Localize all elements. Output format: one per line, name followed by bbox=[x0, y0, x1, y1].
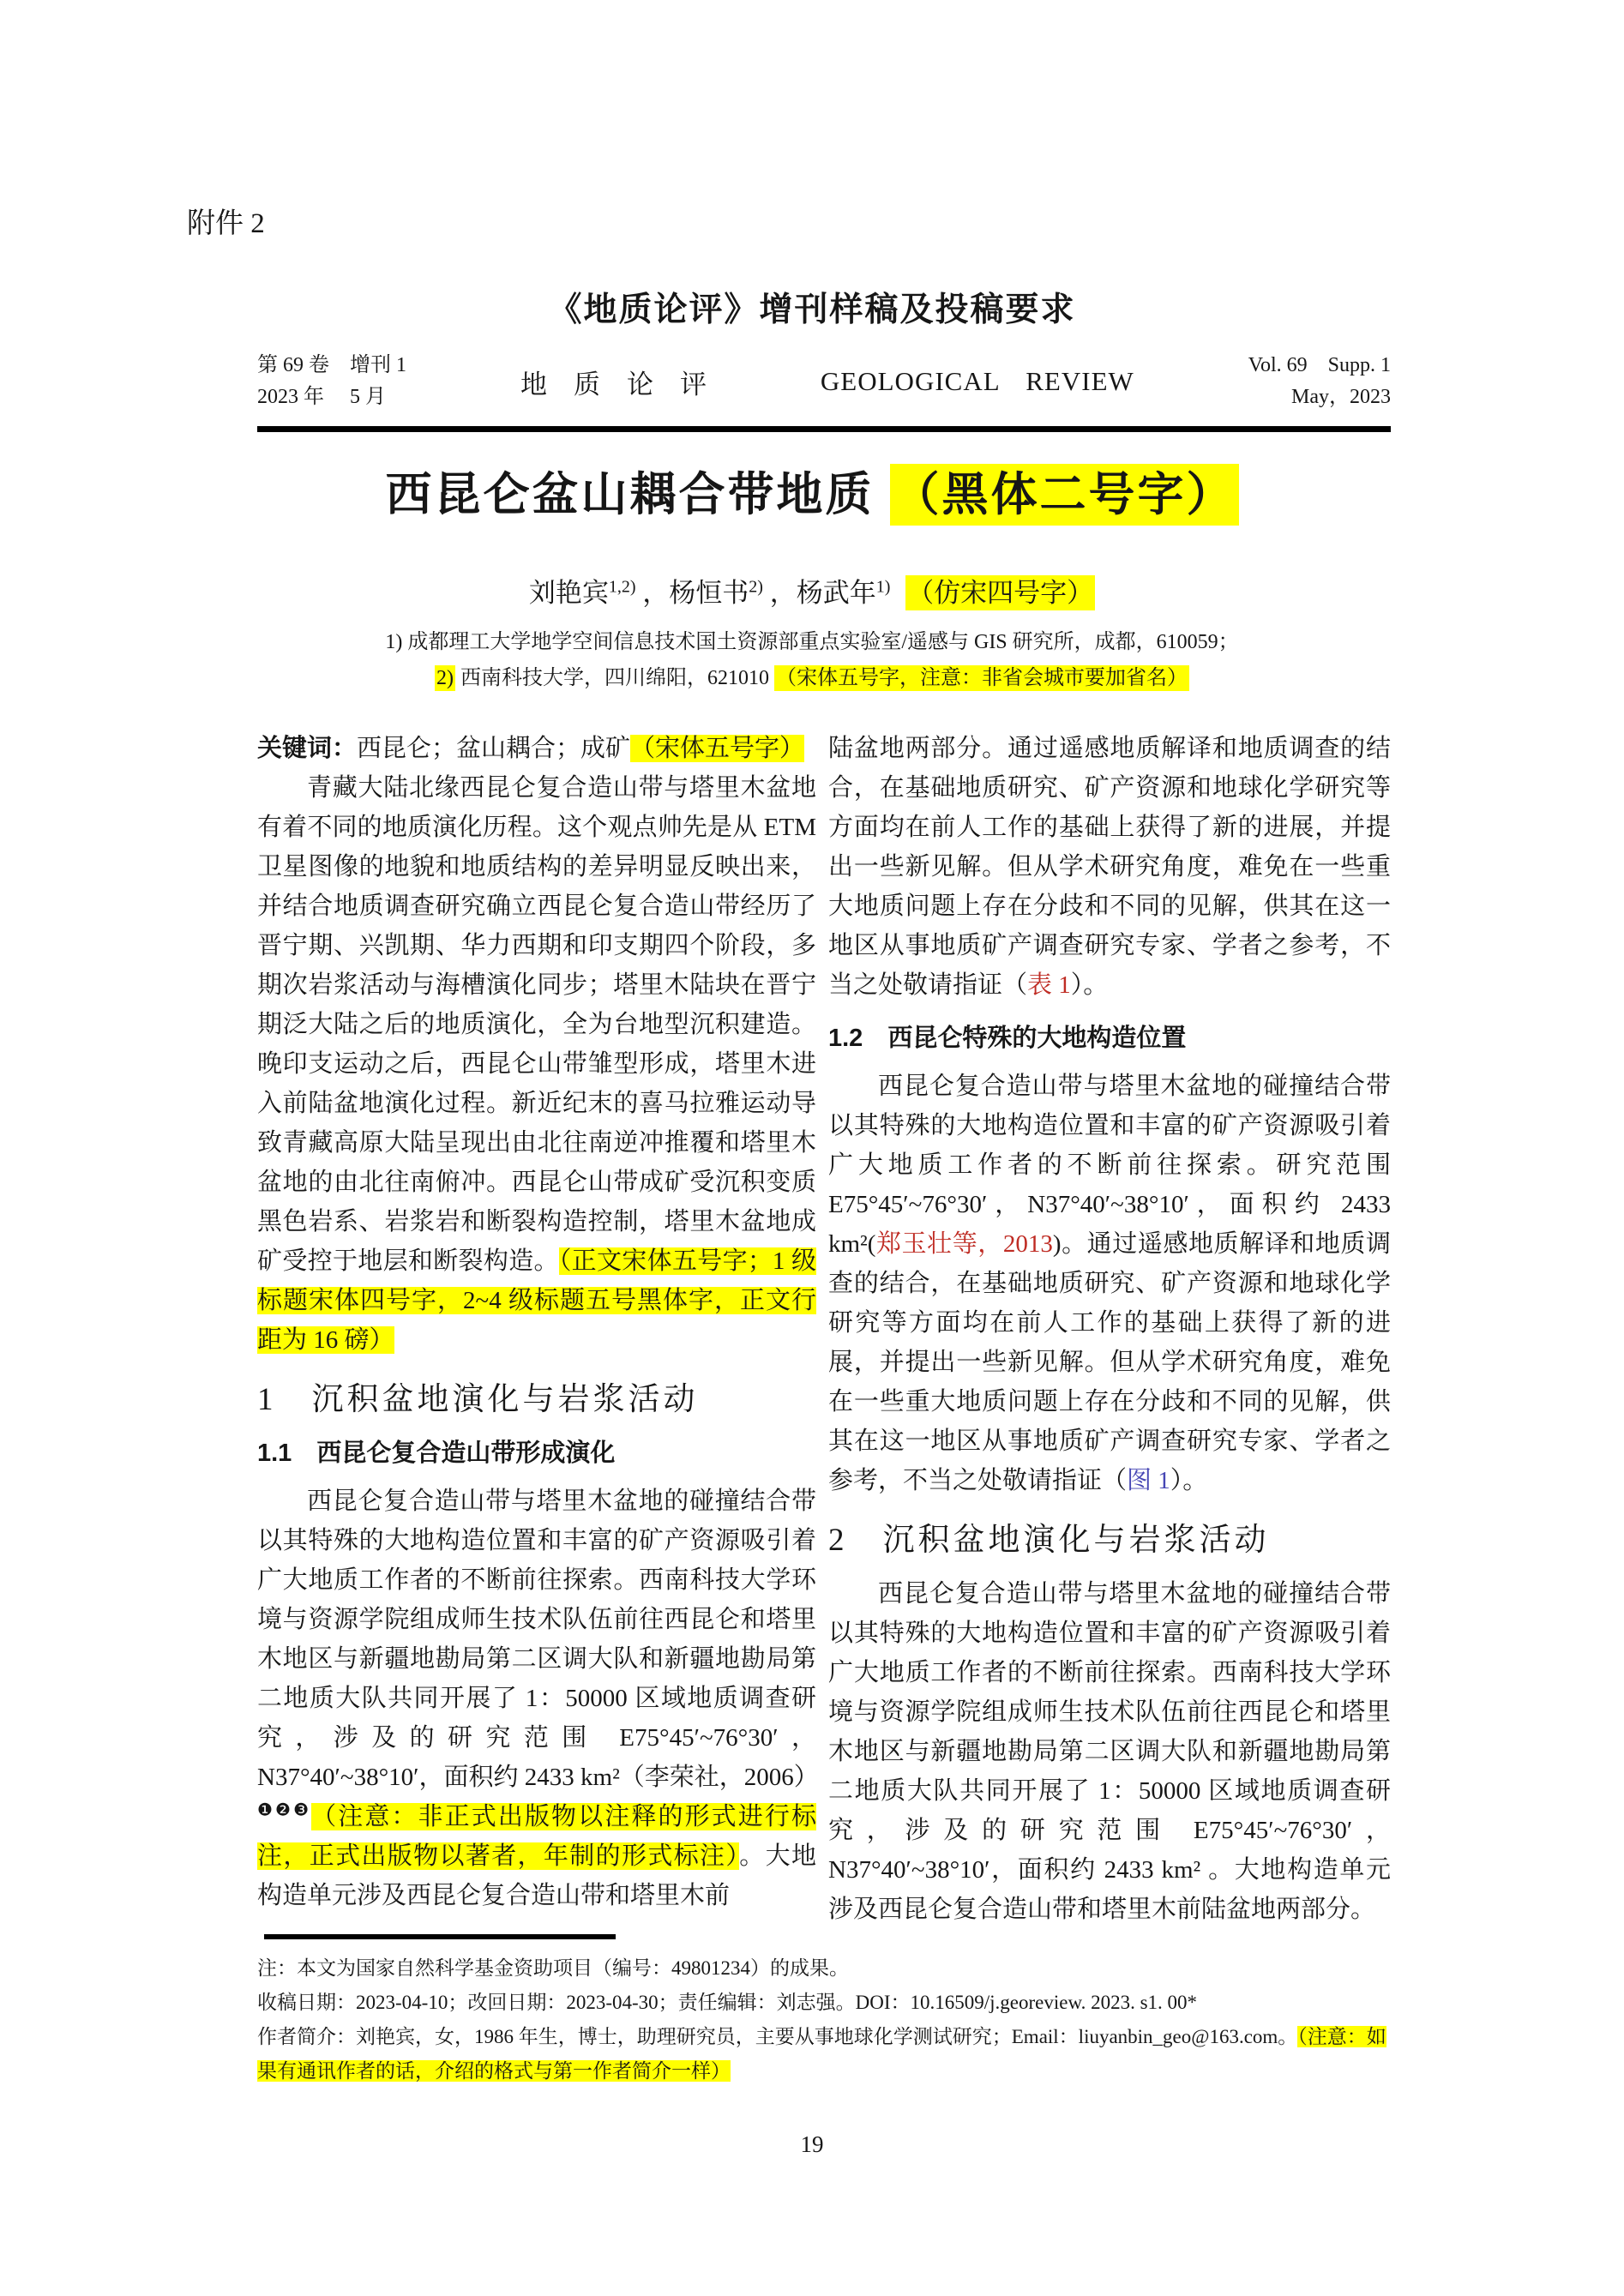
section-heading-1-1: 1.1 西昆仑复合造山带形成演化 bbox=[257, 1440, 616, 1467]
affiliation-2-format-note: （宋体五号字，注意：非省会城市要加省名） bbox=[776, 667, 1188, 689]
journal-header bbox=[257, 350, 1391, 413]
section-heading-1-2: 1.2 西昆仑特殊的大地构造位置 bbox=[828, 1025, 1187, 1052]
author-2-name: 杨恒书 bbox=[669, 578, 749, 608]
table-1-reference: 表 1 bbox=[1027, 971, 1071, 999]
citation-format-note: （注意：非正式出版物以注释的形式进行标注，正式出版物以著者，年制的形式标注） bbox=[257, 1803, 816, 1870]
author-2-affmark: 2) bbox=[749, 577, 763, 597]
keywords-text: 西昆仑；盆山耦合；成矿 bbox=[357, 735, 631, 762]
section-2-paragraph: 西昆仑复合造山带与塔里木盆地的碰撞结合带以其特殊的大地构造位置和丰富的矿产资源吸引着广大地质工作者的不断前往探索。西南科技大学环境与资源学院组成师生技术队伍前往西昆仑和塔里木地区与新疆地勘局第二区调大队和新疆地勘局第二地质大队共同开展了 1：50000 区域地质调查研究，涉及的研究范围 E75°45′~76°30′，N37°40′~38°10′，面积约 2433 km² 。大地构造单元涉及西昆仑复合造山带和塔里木前陆盆地两部分。 bbox=[828, 1580, 1391, 1923]
footnote-funding: 注：本文为国家自然科学基金资助项目（编号：49801234）的成果。 bbox=[257, 1957, 849, 1979]
section-1-2-text-c: ）。 bbox=[1170, 1467, 1208, 1494]
footnote-reference-marks: ❶❷❸ bbox=[257, 1800, 312, 1820]
section-1-2-text-a: 西昆仑复合造山带与塔里木盆地的碰撞结合带以其特殊的大地构造位置和丰富的矿产资源吸引着广大地质工作者的不断前往探索。研究范围 E75°45′~76°30′，N37°40′~38°10′，面积约 2433 km²( bbox=[828, 1073, 1391, 1258]
affiliation-2 bbox=[0, 660, 1624, 690]
body-column-left bbox=[257, 729, 819, 1915]
keywords-line bbox=[257, 729, 816, 768]
continuation-text-b: ）。 bbox=[1070, 971, 1109, 999]
abstract-paragraph bbox=[257, 768, 816, 1360]
journal-name-cn: 地 质 论 评 bbox=[520, 369, 707, 400]
header-rule bbox=[257, 426, 1391, 432]
author-3-sep: ， bbox=[769, 578, 797, 608]
authors-line bbox=[0, 571, 1624, 610]
author-1-name: 刘艳宾 bbox=[528, 578, 609, 608]
author-3-name: 杨武年 bbox=[796, 578, 876, 608]
section-heading-2: 2 沉积盆地演化与岩浆活动 bbox=[828, 1523, 1270, 1558]
footnote-rule bbox=[264, 1934, 616, 1939]
journal-volume-cn-line2: 2023 年 5 月 bbox=[257, 386, 386, 408]
journal-volume-cn bbox=[257, 350, 406, 413]
section-1-1-text-a: 西昆仑复合造山带与塔里木盆地的碰撞结合带以其特殊的大地构造位置和丰富的矿产资源吸引着广大地质工作者的不断前往探索。西南科技大学环境与资源学院组成师生技术队伍前往西昆仑和塔里木地区与新疆地勘局第二区调大队和新疆地勘局第二地质大队共同开展了 1：50000 区域地质调查研究，涉及的研究范围 E75°45′~76°30′，N37°40′~38°10′，面积约 2433 km²（李荣社，2006） bbox=[257, 1488, 819, 1791]
affiliation-1: 1) 成都理工大学地学空间信息技术国土资源部重点实验室/遥感与 GIS 研究所，成都，610059； bbox=[385, 631, 1239, 653]
footnotes-block bbox=[257, 1951, 1401, 2089]
section-1-2-paragraph bbox=[828, 1067, 1391, 1500]
section-1-1-paragraph bbox=[257, 1482, 819, 1915]
author-2 bbox=[642, 578, 763, 608]
figure-1-reference: 图 1 bbox=[1127, 1467, 1170, 1494]
author-1-affmark: 1,2) bbox=[608, 577, 636, 597]
journal-volume-en-line1: Vol. 69 Supp. 1 bbox=[1248, 354, 1391, 376]
section-1-1-text-b: 。大地构造单元涉及西昆仑复合造山带和塔里木前 bbox=[257, 1842, 816, 1909]
footnote-author-bio-text: 作者简介：刘艳宾，女，1986 年生，博士，助理研究员，主要从事地球化学测试研究；Email：liuyanbin_geo@163.com。 bbox=[257, 2026, 1298, 2047]
document-title: 《地质论评》增刊样稿及投稿要求 bbox=[548, 292, 1076, 328]
author-3-affmark: 1) bbox=[875, 577, 891, 597]
continuation-paragraph bbox=[828, 729, 1391, 1005]
author-1 bbox=[529, 578, 636, 608]
keywords-format-note: （宋体五号字） bbox=[630, 735, 805, 762]
continuation-text-a: 陆盆地两部分。通过遥感地质解译和地质调查的结合，在基础地质研究、矿产资源和地球化学研究等方面均在前人工作的基础上获得了新的进展，并提出一些新见解。但从学术研究角度，难免在一些重大地质问题上存在分歧和不同的见解，供其在这一地区从事地质矿产调查研究专家、学者之参考，不当之处敬请指证（ bbox=[828, 735, 1391, 999]
journal-volume-cn-line1: 第 69 卷 增刊 1 bbox=[257, 354, 406, 376]
author-3 bbox=[770, 578, 891, 608]
article-title bbox=[0, 458, 1624, 524]
journal-volume-en bbox=[1248, 350, 1391, 413]
journal-volume-en-line2: May，2023 bbox=[1291, 386, 1391, 408]
footnote-dates-doi: 收稿日期：2023-04-10；改回日期：2023-04-30；责任编辑：刘志强。DOI：10.16509/j.georeview. 2023. s1. 00* bbox=[257, 1992, 1198, 2013]
footnote-bio-format-note: （注意：如果有通讯作者的话，介绍的格式与第一作者简介一样） bbox=[257, 2026, 1386, 2082]
body-column-right bbox=[828, 729, 1391, 1929]
affiliation-2-number: 2) bbox=[436, 667, 454, 689]
keywords-label: 关键词： bbox=[257, 735, 358, 762]
section-heading-1: 1 沉积盆地演化与岩浆活动 bbox=[257, 1382, 699, 1417]
zheng-2013-citation: 郑玉壮等，2013 bbox=[875, 1230, 1053, 1258]
section-1-2-text-b: )。通过遥感地质解译和地质调查的结合，在基础地质研究、矿产资源和地球化学研究等方面均在前人工作的基础上获得了新的进展，并提出一些新见解。但从学术研究角度，难免在一些重大地质问题上存在分歧和不同的见解，供其在这一地区从事地质矿产调查研究专家、学者之参考，不当之处敬请指证（ bbox=[828, 1230, 1391, 1494]
page-number: 19 bbox=[800, 2131, 824, 2157]
footnote-author-bio bbox=[257, 2020, 1401, 2089]
article-title-format-note: （黑体二号字） bbox=[890, 464, 1239, 526]
authors-format-note: （仿宋四号字） bbox=[905, 575, 1095, 610]
attachment-label: 附件 2 bbox=[187, 208, 265, 239]
affiliation-2-text: 西南科技大学，四川绵阳，621010 bbox=[455, 667, 774, 689]
article-title-text: 西昆仑盆山耦合带地质 bbox=[385, 469, 875, 520]
journal-name-en: GEOLOGICAL REVIEW bbox=[820, 366, 1134, 396]
author-2-sep: ， bbox=[642, 578, 670, 608]
abstract-text: 青藏大陆北缘西昆仑复合造山带与塔里木盆地有着不同的地质演化历程。这个观点帅先是从 ETM 卫星图像的地貌和地质结构的差异明显反映出来，并结合地质调查研究确立西昆仑复合造山带经历了晋宁期、兴凯期、华力西期和印支期四个阶段，多期次岩浆活动与海槽演化同步；塔里木陆块在晋宁期泛大陆之后的地质演化，全为台地型沉积建造。晚印支运动之后，西昆仑山带雏型形成，塔里木进入前陆盆地演化过程。新近纪末的喜马拉雅运动导致青藏高原大陆呈现出由北往南逆冲推覆和塔里木盆地的由北往南俯冲。西昆仑山带成矿受沉积变质黑色岩系、岩浆岩和断裂构造控制，塔里木盆地成矿受控于地层和断裂构造。 bbox=[257, 774, 816, 1275]
body-format-note: （正文宋体五号字；1 级标题宋体四号字，2~4 级标题五号黑体字，正文行距为 16 磅） bbox=[257, 1247, 816, 1354]
